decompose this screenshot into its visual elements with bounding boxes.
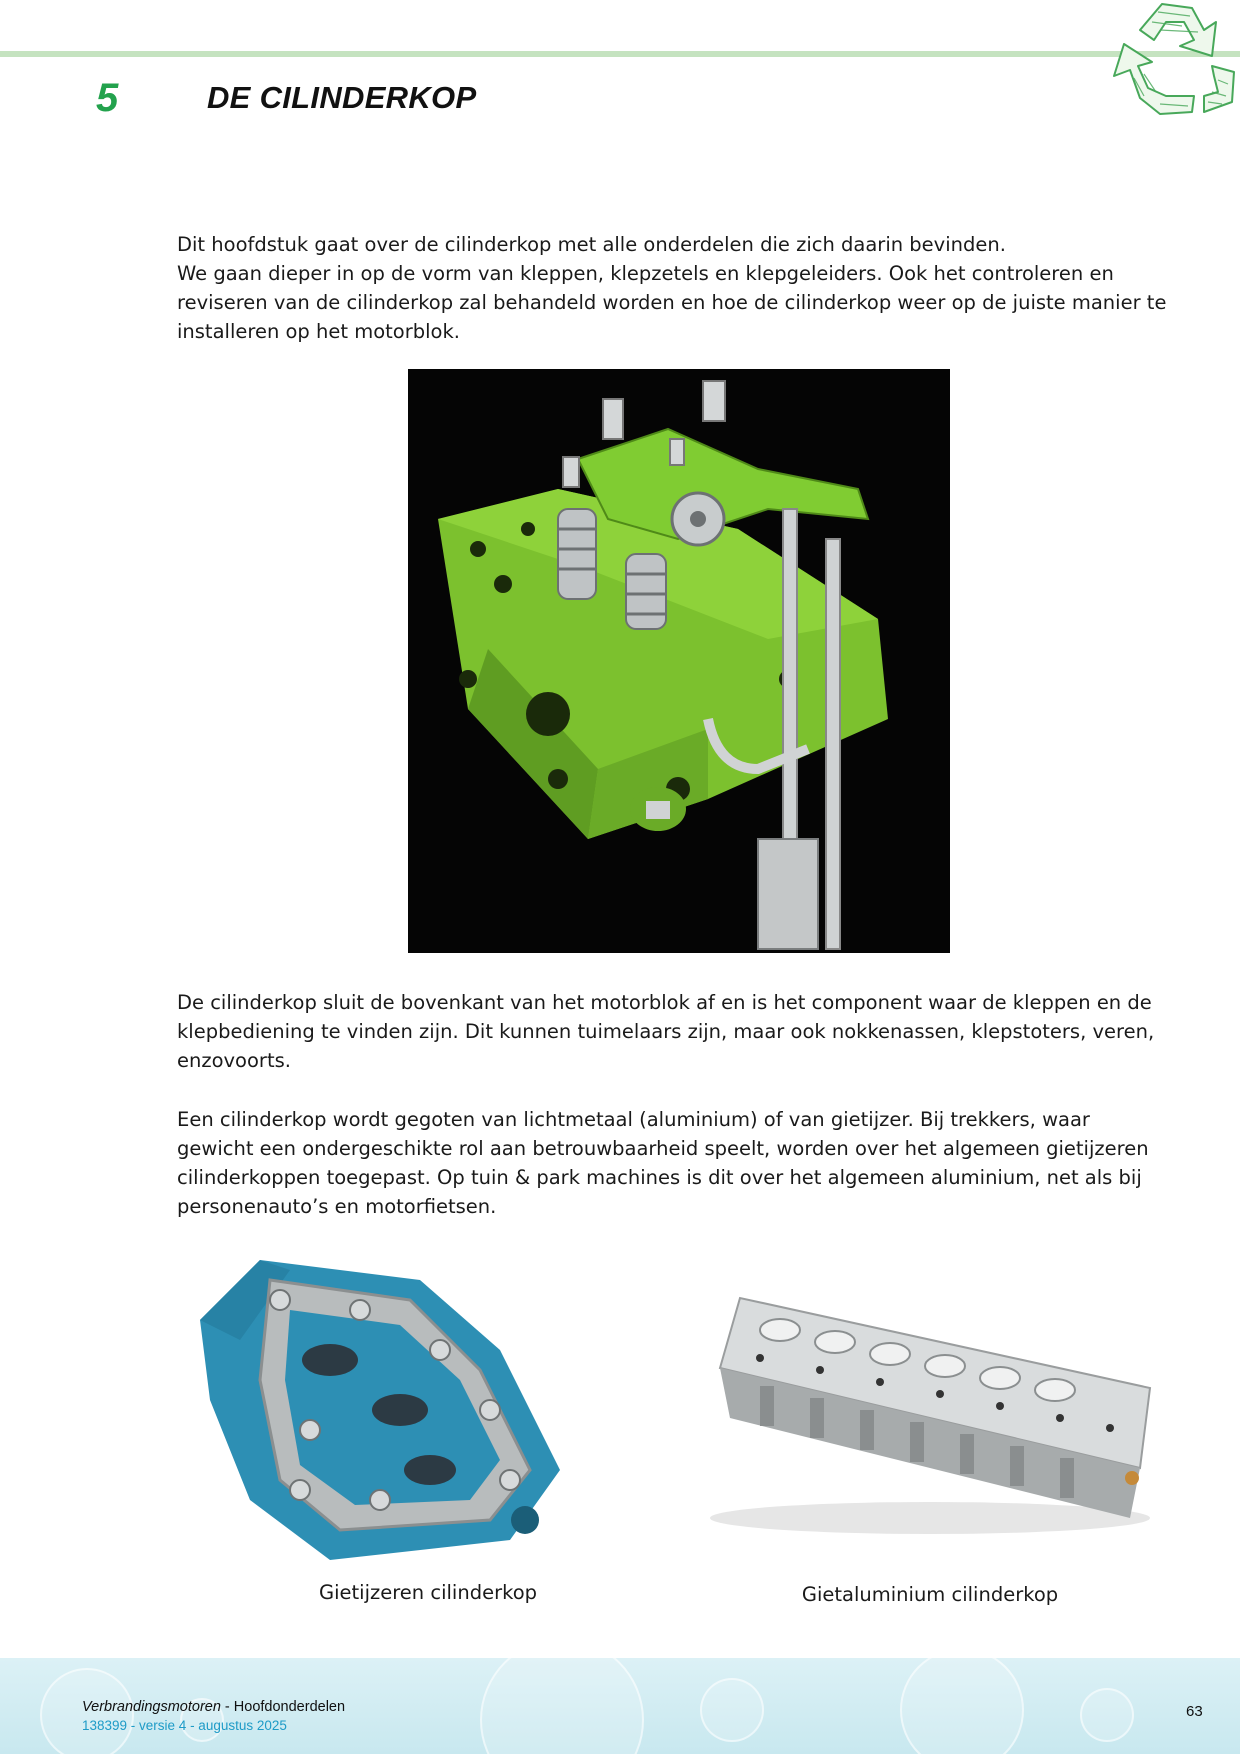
cylinder-head-3d-render — [408, 369, 950, 953]
footer-version: 138399 - versie 4 - augustus 2025 — [82, 1718, 287, 1733]
aluminium-cylinder-head-photo — [700, 1278, 1162, 1536]
footer-section: Hoofdonderdelen — [233, 1699, 346, 1715]
body-paragraph-materials: Een cilinderkop wordt gegoten van lichtmetaal (aluminium) of van gietijzer. Bij trekkers, waar gewicht een ondergeschikte rol aan betrouwbaarheid speelt, worden over het algemeen gietijzeren cilinderkoppen toegepast. Op tuin & park machines is dit over het algemeen aluminium, net als bij personenauto’s en motorfietsen. — [177, 1108, 1149, 1218]
header-rule — [0, 51, 1240, 57]
footer-book-title — [82, 1699, 345, 1715]
footer-separator: - — [220, 1699, 234, 1715]
intro-paragraph: Dit hoofdstuk gaat over de cilinderkop met alle onderdelen die zich daarin bevinden. We gaan dieper in op de vorm van kleppen, klepzetels en klepgeleiders. Ook het controleren en reviseren van de cilinderkop zal behandeld worden en hoe de cilinderkop weer op de juiste manier te installeren op het motorblok. — [177, 233, 1167, 343]
caption-aluminium: Gietaluminium cilinderkop — [801, 1583, 1059, 1606]
body-paragraph-cylinder-head-function: De cilinderkop sluit de bovenkant van het motorblok af en is het component waar de kleppen en de klepbediening te vinden zijn. Dit kunnen tuimelaars zijn, maar ook nokkenassen, klepstoters, veren, enzovoorts. — [177, 991, 1155, 1072]
footer-book-name: Verbrandingsmotoren — [82, 1699, 221, 1715]
cast-iron-cylinder-head-photo — [180, 1240, 572, 1570]
page-number: 63 — [1186, 1703, 1203, 1720]
chapter-number: 5 — [96, 76, 119, 120]
chapter-title: DE CILINDERKOP — [207, 80, 477, 115]
recycle-icon — [1100, 0, 1240, 118]
caption-cast-iron: Gietijzeren cilinderkop — [318, 1581, 537, 1604]
